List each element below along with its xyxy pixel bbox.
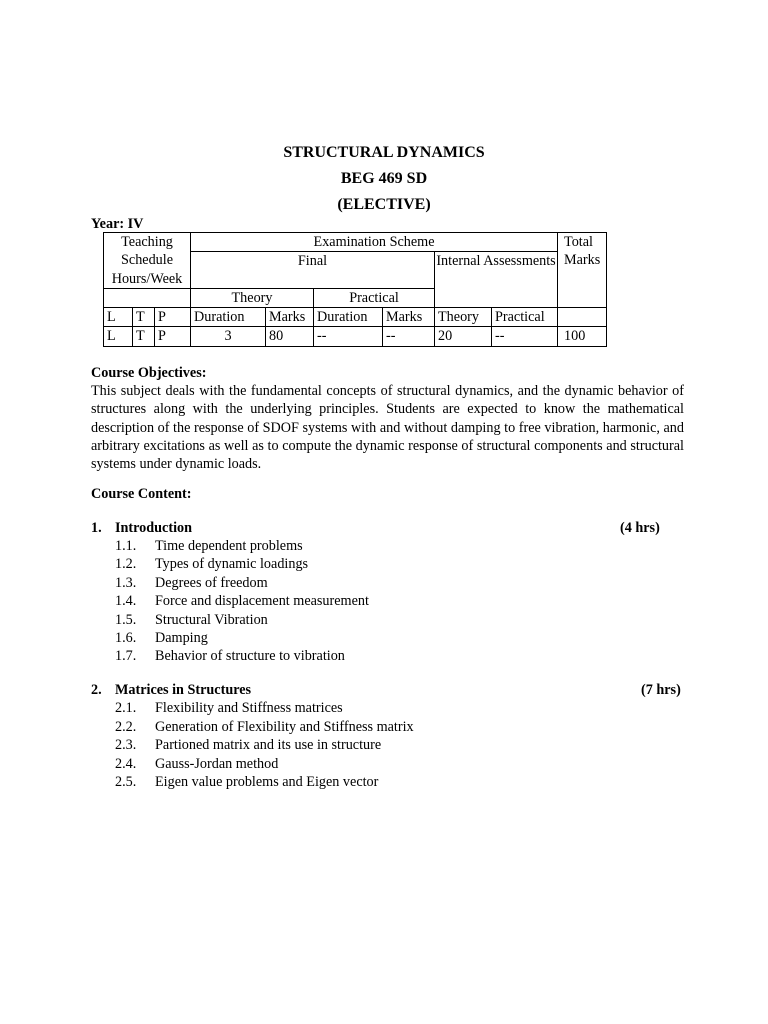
teaching-schedule-header: Teaching Schedule Hours/Week bbox=[104, 233, 191, 289]
tutorial-header: T bbox=[133, 308, 155, 327]
section-heading bbox=[91, 519, 192, 537]
item-text: Force and displacement measurement bbox=[155, 593, 369, 609]
item-number: 1.4. bbox=[115, 593, 137, 609]
final-header: Final bbox=[191, 252, 435, 289]
section-hours: (4 hrs) bbox=[620, 520, 660, 536]
table-row bbox=[104, 327, 607, 346]
list-item bbox=[115, 647, 345, 665]
item-number: 1.2. bbox=[115, 556, 137, 572]
item-number: 1.1. bbox=[115, 538, 137, 554]
internal-theory-value: 20 bbox=[435, 327, 492, 346]
total-marks-header: Total Marks bbox=[558, 233, 607, 308]
item-text: Generation of Flexibility and Stiffness matrix bbox=[155, 719, 414, 735]
list-item bbox=[115, 611, 268, 629]
item-text: Structural Vibration bbox=[155, 612, 268, 628]
table-row bbox=[104, 233, 607, 252]
item-text: Flexibility and Stiffness matrices bbox=[155, 700, 343, 716]
item-number: 1.7. bbox=[115, 648, 137, 664]
section-hours: (7 hrs) bbox=[641, 682, 681, 698]
item-number: 1.6. bbox=[115, 630, 137, 646]
item-text: Partioned matrix and its use in structure bbox=[155, 737, 382, 753]
item-number: 2.2. bbox=[115, 719, 137, 735]
lecture-hours: L bbox=[104, 327, 133, 346]
practical-duration-header: Duration bbox=[314, 308, 383, 327]
document-title: STRUCTURAL DYNAMICS bbox=[283, 144, 485, 161]
section-title: Matrices in Structures bbox=[115, 682, 252, 698]
examination-scheme-header: Examination Scheme bbox=[191, 233, 558, 252]
tutorial-hours: T bbox=[133, 327, 155, 346]
table-row bbox=[104, 308, 607, 327]
list-item bbox=[115, 718, 414, 736]
practical-hours-header: P bbox=[155, 308, 191, 327]
year-label: Year: IV bbox=[91, 216, 144, 232]
item-number: 2.1. bbox=[115, 700, 137, 716]
examination-scheme-table bbox=[103, 232, 607, 347]
internal-practical-value: -- bbox=[492, 327, 558, 346]
section-number: 1. bbox=[91, 520, 102, 536]
list-item bbox=[115, 592, 369, 610]
practical-duration-value: -- bbox=[314, 327, 383, 346]
total-marks-value: 100 bbox=[558, 327, 607, 346]
internal-practical-header: Practical bbox=[492, 308, 558, 327]
item-text: Types of dynamic loadings bbox=[155, 556, 309, 572]
list-item bbox=[115, 699, 343, 717]
item-number: 1.5. bbox=[115, 612, 137, 628]
theory-marks-header: Marks bbox=[266, 308, 314, 327]
list-item bbox=[115, 629, 208, 647]
item-number: 1.3. bbox=[115, 575, 137, 591]
internal-theory-header: Theory bbox=[435, 308, 492, 327]
final-practical-header: Practical bbox=[314, 288, 435, 307]
theory-marks-value: 80 bbox=[266, 327, 314, 346]
item-text: Time dependent problems bbox=[155, 538, 303, 554]
practical-marks-value: -- bbox=[383, 327, 435, 346]
course-objectives-heading: Course Objectives: bbox=[91, 365, 207, 381]
list-item bbox=[115, 537, 303, 555]
item-text: Eigen value problems and Eigen vector bbox=[155, 774, 379, 790]
section-heading bbox=[91, 681, 251, 699]
item-number: 2.5. bbox=[115, 774, 137, 790]
course-content-heading: Course Content: bbox=[91, 486, 192, 502]
item-number: 2.3. bbox=[115, 737, 137, 753]
internal-assessments-header: Internal Assessments bbox=[435, 252, 558, 308]
course-code: BEG 469 SD bbox=[340, 170, 428, 187]
theory-duration-value: 3 bbox=[191, 327, 266, 346]
practical-marks-header: Marks bbox=[383, 308, 435, 327]
item-text: Degrees of freedom bbox=[155, 575, 268, 591]
practical-hours: P bbox=[155, 327, 191, 346]
list-item bbox=[115, 555, 308, 573]
lecture-header: L bbox=[104, 308, 133, 327]
final-theory-header: Theory bbox=[191, 288, 314, 307]
course-objectives-text: This subject deals with the fundamental concepts of structural dynamics, and the dynamic behavior of structures along with the underlying principles. Students are expected to know the mathematical description of the response of SDOF systems with and without damping to free vibration, harmonic, and arbitrary excitations as well as to compute the dynamic response of structural components and structural systems under dynamic loads. bbox=[91, 383, 684, 473]
theory-duration-header: Duration bbox=[191, 308, 266, 327]
list-item bbox=[115, 574, 268, 592]
empty-cell bbox=[558, 308, 607, 327]
list-item bbox=[115, 736, 381, 754]
item-text: Damping bbox=[155, 630, 208, 646]
item-text: Behavior of structure to vibration bbox=[155, 648, 345, 664]
list-item bbox=[115, 773, 378, 791]
course-type: (ELECTIVE) bbox=[337, 196, 431, 213]
section-title: Introduction bbox=[115, 520, 192, 536]
section-number: 2. bbox=[91, 682, 102, 698]
item-text: Gauss-Jordan method bbox=[155, 756, 279, 772]
empty-cell bbox=[104, 288, 191, 307]
item-number: 2.4. bbox=[115, 756, 137, 772]
list-item bbox=[115, 755, 278, 773]
